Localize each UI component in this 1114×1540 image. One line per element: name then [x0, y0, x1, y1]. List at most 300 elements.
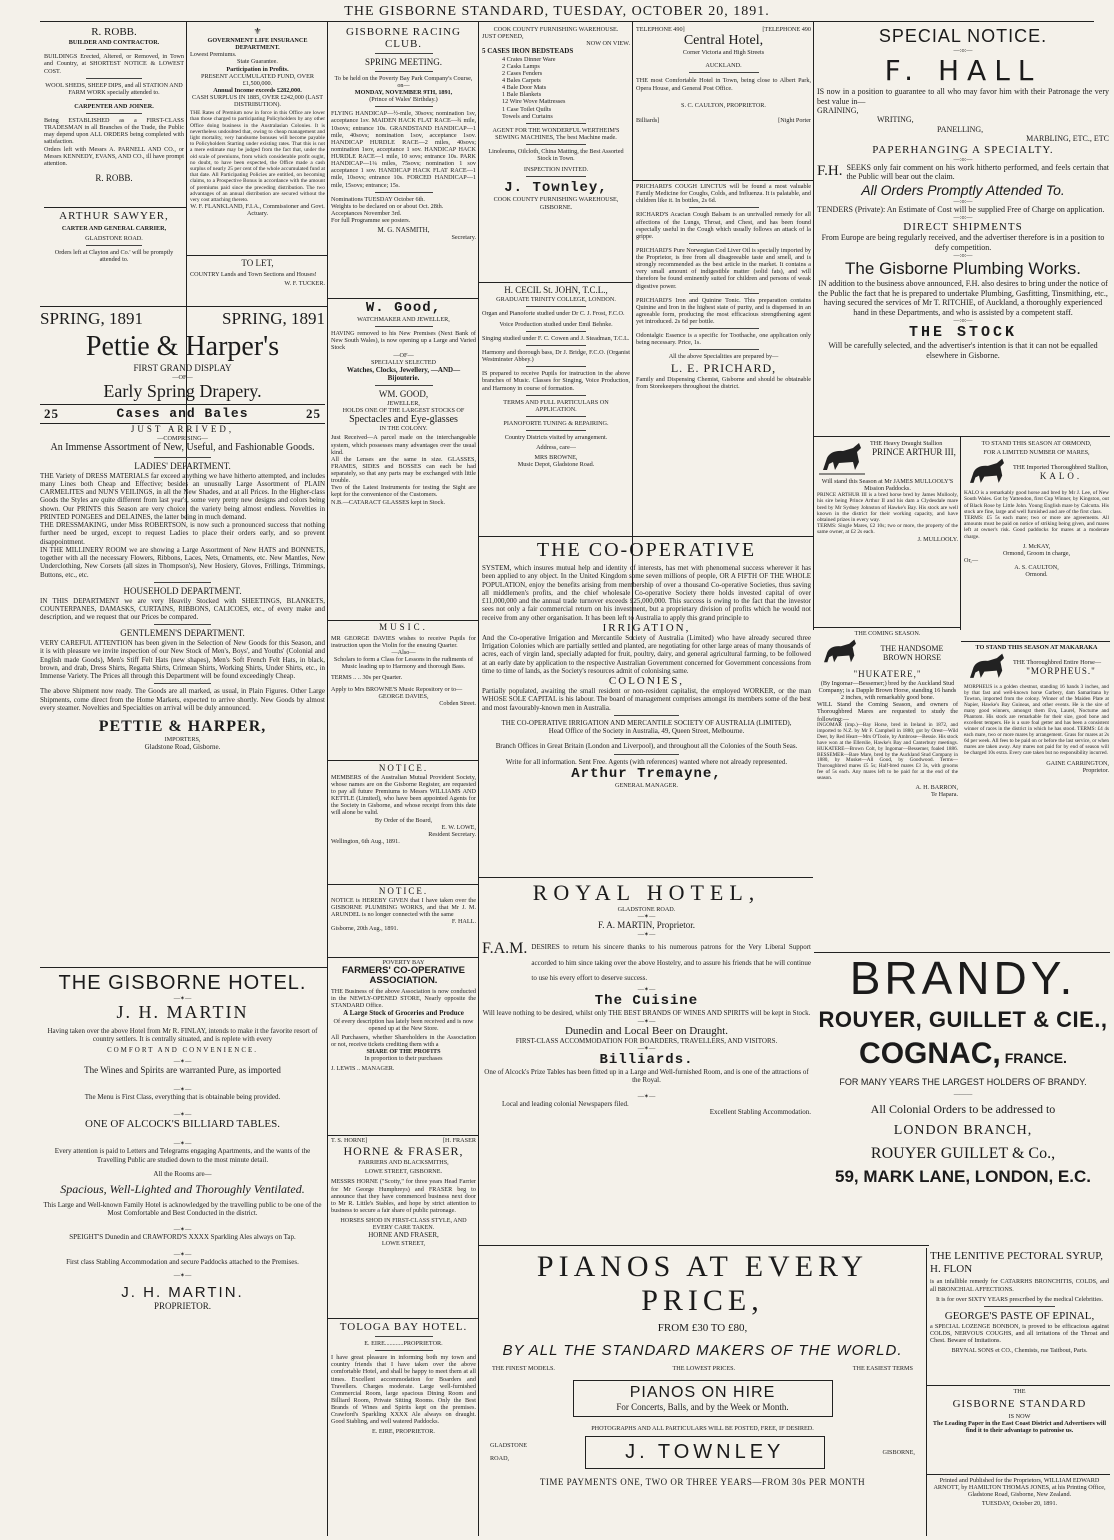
divider-star-icon-10: —✶— — [637, 931, 656, 939]
racing-weights: Weights to be declared on or about Oct. 28th. — [331, 202, 444, 210]
robb-trade: BUILDER AND CONTRACTOR. — [68, 39, 160, 47]
coop-furn-ad — [482, 26, 630, 281]
divider-star-icon-3: —✶— — [173, 1085, 192, 1093]
lenitive-sixty: It is for over SIXTY YEARS prescribed by the medical Celebrities. — [935, 1295, 1104, 1303]
kalo-head-row — [964, 456, 1109, 490]
horne-ad — [331, 1137, 476, 1317]
coop-furn-title: COOK COUNTY FURNISHING WAREHOUSE. — [493, 26, 619, 33]
royal-title: ROYAL HOTEL, — [532, 880, 761, 905]
special-marbling: MARBLING, ETC., ETC — [1026, 134, 1109, 144]
prichard-role: Family and Dispensing Chemist, Gisborne and should be obtainable from Storekeepers throughout the district. — [636, 375, 811, 390]
pettie-season-left: SPRING, 1891 — [40, 309, 143, 328]
cooperative-ad — [482, 539, 811, 874]
central-tel-left: TELEPHONE 490] — [636, 26, 685, 33]
pettie-arrived: JUST ARRIVED, — [130, 423, 235, 434]
good-ad — [331, 300, 476, 618]
central-name: Central Hotel, — [683, 33, 764, 49]
list-item: 2 Cases Fenders — [502, 69, 543, 77]
music-addr: Cobden Street. — [439, 699, 476, 707]
pianos-lowest: THE LOWEST PRICES. — [672, 1365, 736, 1372]
tologa-body: I have great pleasure in informing both my town and country friends that I have taken over the above comfortable Hotel, and shall be happy to meet them at all times. Excellent accommodation for Boarders and Travellers. Charges moderate. Large well-furnished Commercial Room, large spacious Dining Room and Billiard Room, Private Sitting Rooms. Only the Best Brands of Wines and Spirits kept on the premises. Crawford's Sparkling XXXX Ale always on draught. Good Stabling, and well watered Paddocks. — [331, 1354, 476, 1426]
divider-star-icon-11: —✶— — [637, 986, 656, 994]
horne-sign: HORNE AND FRASER, — [368, 1231, 439, 1240]
brandy-france: FRANCE. — [1004, 1050, 1067, 1066]
horne-street: LOWE STREET, — [381, 1239, 426, 1247]
prince-sign: J. MULLOOLY. — [917, 535, 958, 543]
morpheus-body: MORPHEUS is a golden chestnut, standing 16 hands 3 inches, and by that fast and well-known horse Garbery, dam Samaritana by Towton, imported from the colony. Winner of the Maiden Plate at Napier, Hawke's Bay Guineas, and other events. He is the sire of many good winners, amongst them Eva, Laurel, Nocturne and Phantom. His stock are remarkable for their size, good bone and excellent tempers. He is a sure foal getter and has been a consistent winner of races in the district in which he has stood. TERMS: £4 4s each mare, two or more mares by arrangement. Grass for mares at 2s 6d per week. All fees to be paid on or before the last service, or when mares are taken away. Any mares not paid for by end of season will be charged 10s extra. Every care taken but no responsibility incurred. — [964, 684, 1109, 756]
prichard-odont: Odontalgic Essence is a specific for Toothache, one application only being necessary. Price, 1s. — [636, 332, 811, 347]
cooperative-write: Write for all information. Sent Free. Agents (with references) wanted where not already represented. — [505, 757, 788, 766]
provident-role: Resident Secretary. — [428, 830, 476, 838]
pianos-ad — [482, 1250, 923, 1537]
special-works-body: IN addition to the business above announced, F.H. also desires to bring under the notice of the Public the fact that he is prepared to undertake Plumbing, Gasfitting, Tinsmithing, etc., having secured the services of Mr T. RITCHIE, of Auckland, a thoroughly experienced hand in these Departments, and who is assisted by a competent staff. — [818, 279, 1108, 317]
racing-role: Secretary. — [451, 234, 476, 242]
hotel-prop: PROPRIETOR. — [153, 1300, 212, 1311]
horne-body: MESSRS HORNE ("Scotty," for three years Head Farrier for Mr George Humphreys) and FRASER beg to announce that they have commenced business next door to Mr R. Little's Stables, and hope by strict attention to business to secure a fair share of public patronage. — [331, 1178, 476, 1214]
royal-addr: GLADSTONE ROAD. — [617, 906, 676, 913]
robb-line4: Being ESTABLISHED as a FIRST-CLASS TRADESMAN in all Branches of the Trade, the Public may depend upon ALL ORDERS being completed with satisfaction. — [44, 117, 184, 146]
divider-star-icon-19: —:o:— — [953, 252, 973, 260]
racing-body: To be held on the Poverty Bay Park Company's Course, on— — [334, 74, 473, 89]
cooperative-society: THE CO-OPERATIVE IRRIGATION AND MERCANTILE SOCIETY OF AUSTRALIA (LIMITED), — [501, 718, 792, 727]
cecil-country: Country Districts visited by arrangement. — [504, 434, 608, 442]
hotel-ales: SPEIGHT'S Dunedin and CRAWFORD'S XXXX Sparkling Ales always on Tap. — [69, 1232, 296, 1241]
cecil-voice: Voice Production studied under Emil Behnke. — [499, 320, 613, 328]
kalo-ad — [964, 440, 1109, 640]
robb-sign: R. ROBB. — [95, 172, 133, 183]
robb-line3: CARPENTER AND JOINER. — [74, 102, 154, 110]
cecil-depot: Music Depot, Gladstone Road. — [517, 461, 595, 469]
pianos-sign-row — [482, 1436, 923, 1469]
pettie-ladies-body: THE Variety of DRESS MATERIALS far exceed anything we have hitherto attempted, and includes many Lines both Cheap and Effective; besides an unusually Large Assortment of PLAIN CARMELITES and NUN'S VEILINGS, in all the New Shades, and at all Prices. In the Higher-class Goods the Styles are quite different from last year's, some very pretty new designs and colors being shown. Our PRINTS this Season are very choice, the variety being almost endless. Novelties in PRINTED PONGEES and DELAINES, the latter being in much demand. — [40, 471, 325, 521]
brandy-cognac: COGNAC, — [859, 1037, 1001, 1070]
central-billiards: Billiards] — [636, 116, 660, 124]
royal-billiards-body: One of Alcock's Prize Tables has been fitted up in a Large and Well-furnished Room, and is one of the attractions of the Royal. — [484, 1068, 809, 1085]
farmers-desc: Of every description has lately been received and is now opened up at the New Store. — [333, 1017, 474, 1032]
pianos-addr — [490, 1442, 527, 1462]
hotel-stabling: First class Stabling Accommodation and secure Paddocks attached to the Premises. — [66, 1258, 299, 1267]
cecil-address: Address, care— — [536, 444, 576, 452]
royal-body: DESIRES to return his sincere thanks to his numerous patrons for the Very Liberal Support accorded to him since taking over the above Hostelry, and to assure his friends that he will continue to use his every effort to deserve success. — [531, 943, 811, 982]
plumbing-notice-date: Gisborne, 20th Aug., 1891. — [331, 925, 399, 933]
cecil-browne: MRS BROWNE, — [534, 454, 578, 462]
central-tel-right: [TELEPHONE 490 — [762, 26, 811, 33]
hukatere-titles — [866, 644, 958, 662]
music-body: MR GEORGE DAVIES wishes to receive Pupils for instruction upon the Violin for the ensuing Quarter. — [331, 634, 476, 649]
farmers-ad — [331, 959, 476, 1134]
robb-ad — [44, 26, 184, 206]
brandy-addr: 59, MARK LANE, LONDON, E.C. — [835, 1167, 1091, 1187]
good-lenses: All the Lenses are the same in size. GLASSES, FRAMES, SIDES and BOSSES can each be had separately, so that any parts may be exchanged with little trouble. — [331, 455, 476, 485]
insurance-ad — [190, 26, 325, 251]
cooperative-role: GENERAL MANAGER. — [614, 781, 679, 789]
royal-fam-row — [482, 940, 811, 986]
horse-icon-3 — [964, 456, 1010, 490]
prince-ad — [817, 440, 958, 625]
prichard-ad — [636, 183, 811, 533]
racing-title: GISBORNE RACING CLUB. — [346, 26, 461, 50]
racing-full: For full Programme see posters. — [331, 217, 411, 225]
brandy-branch: LONDON BRANCH, — [893, 1123, 1033, 1139]
divider-star-icon-13: —✶— — [637, 1045, 656, 1053]
insurance-l1: Lowest Premiums. — [190, 51, 237, 59]
special-graining: GRAINING, — [817, 106, 859, 115]
insurance-title: GOVERNMENT LIFE INSURANCE DEPARTMENT. — [207, 37, 308, 52]
cooperative-office: Head Office of the Society in Australia, 49, Queen Street, Melbourne. — [548, 727, 745, 735]
brandy-holders: FOR MANY YEARS THE LARGEST HOLDERS OF BRANDY. — [839, 1077, 1087, 1087]
pianos-finest: THE FINEST MODELS. — [492, 1365, 555, 1372]
pianos-hire-sub: For Concerts, Balls, and by the Week or Month. — [616, 1402, 789, 1413]
insurance-l3: Participation in Profits. — [226, 65, 289, 73]
horne-trade: FARRIERS AND BLACKSMITHS, — [358, 1159, 449, 1167]
divider-star-icon-18: —:o:— — [953, 214, 973, 222]
music-ad — [331, 622, 476, 758]
cooperative-body3: Partially populated, awaiting the small resident or non-resident capitalist, the employed WORKER, or the man WHOSE SOLE CAPITAL is his labour. The board of management comprises amongst its members some of the best and most favourably-known men in Australia. — [482, 687, 811, 712]
racing-meeting: SPRING MEETING. — [364, 57, 442, 67]
coop-furn-sign: J. Townley, — [504, 180, 608, 197]
prichard-iron: PRICHARD'S Iron and Quinine Tonic. This preparation contains Quinine and Iron in the highest state of purity, and is dispensed in an agreeable form, producing the most efficacious strengthening agent yet introduced. 2s 6d per bottle. — [636, 296, 811, 325]
kalo-title: TO STAND THIS SEASON AT ORMOND, — [981, 440, 1092, 447]
kalo-name: KALO. — [1039, 471, 1083, 482]
special-stock: THE STOCK — [908, 324, 1017, 342]
good-holds: HOLDS ONE OF THE LARGEST STOCKS OF — [342, 407, 465, 415]
special-ad — [817, 26, 1109, 434]
cecil-name: H. CECIL St. JOHN, T.C.L., — [504, 285, 608, 295]
good-patent: Just Received—A parcel made on the interchangeable system, which possesses many advantages over the usual kind. — [331, 434, 476, 456]
morpheus-intro: THE Thoroughbred Entire Horse— — [1013, 659, 1102, 667]
pettie-house-head: HOUSEHOLD DEPARTMENT. — [123, 585, 242, 596]
sawyer-name: ARTHUR SAWYER, — [59, 210, 169, 222]
horne-top-row — [331, 1137, 476, 1144]
special-name: F. HALL — [884, 54, 1042, 88]
divider-star-icon-9: —✶— — [637, 913, 656, 921]
coop-furn-agent: AGENT FOR THE WONDERFUL WERTHEIM'S SEWING MACHINES, The best Machine made. — [492, 126, 620, 141]
prince-stand: Will stand this Season at Mr JAMES MULLOOLY'S Mission Paddocks. — [821, 478, 954, 493]
pianos-gisborne: GISBORNE, — [882, 1448, 915, 1456]
prince-brown: BROWN HORSE — [882, 653, 941, 663]
coop-furn-opened: JUST OPENED, — [482, 33, 524, 41]
imprint-body: Printed and Published for the Proprietors, WILLIAM EDWARD ARNOTT, by HAMILTON THOMAS JONES, at his Printing Office, Gladstone Road, Gisborne, New Zealand. — [933, 1477, 1106, 1499]
seal-icon: ⚜ — [253, 26, 262, 36]
list-item: 2 Casks Lamps — [502, 62, 540, 70]
pianos-hire-box — [573, 1380, 833, 1417]
prince-intro: THE Heavy Draught Stallion — [870, 440, 943, 447]
kalo-caulton: A. S. CAULTON, — [1014, 564, 1059, 572]
pettie-sign: PETTIE & HARPER, — [98, 718, 267, 736]
special-fh: F.H. — [817, 162, 843, 179]
farmers-title1: POVERTY BAY — [382, 959, 425, 966]
racing-prince: (Prince of Wales' Birthday.) — [369, 96, 438, 104]
hotel-large: This Large and Well-known Family Hotel is acknowledged by the travelling public to be one of the Most Comfortable and Best Conducted in the district. — [43, 1201, 322, 1218]
divider-star-icon-6: —✶— — [173, 1225, 192, 1233]
kalo-body: KALO is a remarkably good horse and bred by Mr J. Lee, of New South Wales. Got by Yattendon, first Cup Winner, by Kingston, out of Black Rose by Little John. Young English mare by Calcutta. His stock are fine, large and well furnished and are of the first class. — [964, 490, 1109, 515]
good-body: HAVING removed to his New Premises (Next Bank of New South Wales), is now opening up a Large and Varied Stock — [331, 330, 476, 352]
divider-star-icon-14: —✶— — [637, 1092, 656, 1100]
music-title: MUSIC. — [379, 622, 428, 632]
masthead — [0, 2, 1114, 20]
royal-cuisine: The Cuisine — [594, 993, 699, 1010]
lenitive-body: is an infallible remedy for CATARRHS BRONCHITIS, COLDS, and all BRONCHIAL AFFECTIONS. — [930, 1278, 1109, 1293]
tologa-ad — [331, 1321, 476, 1537]
plumbing-notice-ad — [331, 886, 476, 956]
hotel-sign: J. H. MARTIN. — [121, 1283, 244, 1301]
coop-furn-cases: 5 CASES IRON BEDSTEADS — [482, 47, 574, 56]
brandy-sign: ROUYER GUILLET & Co., — [870, 1145, 1056, 1163]
tolet-ad — [190, 258, 325, 303]
prince-will: WILL Stand the Coming Season, and owners of Thoroughbred Mares are requested to study the following:— — [817, 701, 958, 723]
hotel-ad — [40, 972, 325, 1537]
cooperative-body2: And the Co-operative Irrigation and Mercantile Society of Australia (Limited) who have already secured three Irrigation Colonies which are partially settled and planted, are negotiating for other large areas of many thousands of acres, each of virgin land, specially adapted for fruit, poultry, dairy, and general agricultural farming, to be followed at an early date by application to the respective Australian Government concerned for Government concessions from time to time of lands, as the Society's resources admit of colonising same. — [482, 633, 811, 675]
pettie-season-row — [40, 309, 325, 329]
horne-top-left: T. S. HORNE] — [331, 1137, 368, 1144]
racing-ad — [331, 26, 476, 296]
kalo-titles — [1013, 464, 1109, 482]
central-body: THE most Comfortable Hotel in Town, being close to Albert Park, Opera House, and General Post Office. — [636, 77, 811, 92]
tolet-body: COUNTRY Lands and Town Sections and Houses! — [190, 270, 317, 278]
robb-line5: Orders left with Messrs A. PARNELL AND CO., or Messrs KENNEDY, EVANS, AND CO., ill have prompt attention. — [44, 145, 184, 167]
farmers-title2: FARMERS' CO-OPERATIVE ASSOCIATION. — [342, 965, 465, 987]
good-or: —OF— — [393, 351, 414, 359]
music-apply: Apply to Mrs BROWNE'S Music Repository or to— — [331, 685, 463, 693]
lenitive-bryn: BRYNAL SONS et CO., Chemists, rue Taitbout, Paris. — [951, 1347, 1088, 1355]
hotel-name: THE GISBORNE HOTEL. — [58, 972, 307, 994]
horne-shod: HORSES SHOD IN FIRST-CLASS STYLE, AND EVERY CARE TAKEN. — [340, 1217, 467, 1232]
horse-icon-4 — [964, 651, 1010, 685]
cecil-organ: Organ and Pianoforte studied under Dr C. J. Frost, F.C.O. — [482, 309, 625, 317]
brandy-maker: ROUYER, GUILLET & CIE., — [818, 1007, 1108, 1032]
insurance-l4: PRESENT ACCUMULATED FUND, OVER £1,500,000. — [201, 72, 314, 87]
sawyer-note: Orders left at Clayton and Co.' will be promptly attended to. — [54, 249, 174, 264]
good-selected: SPECIALLY SELECTED — [371, 358, 436, 366]
pettie-of: —OF— — [172, 373, 193, 381]
hotel-comfort: COMFORT AND CONVENIENCE. — [106, 1045, 259, 1054]
pettie-gent-head: GENTLEMEN'S DEPARTMENT. — [120, 628, 245, 639]
hotel-spacious: Spacious, Well-Lighted and Thoroughly Ventilated. — [60, 1182, 305, 1197]
racing-date: MONDAY, NOVEMBER 9TH, 1891, — [354, 89, 453, 97]
coop-furn-invite: INSPECTION INVITED. — [523, 166, 589, 174]
standard-ad — [930, 1388, 1109, 1473]
royal-prop: F. A. MARTIN, Proprietor. — [598, 920, 695, 931]
cecil-grad: GRADUATE TRINITY COLLEGE, LONDON. — [496, 295, 616, 303]
royal-stabling: Excellent Stabling Accommodation. — [709, 1108, 811, 1117]
royal-papers: Local and leading colonial Newspapers filed. — [502, 1099, 629, 1108]
pianos-makers: BY ALL THE STANDARD MAKERS OF THE WORLD. — [502, 1342, 903, 1359]
prince-pedigree: (By Ingomar—Bessemer;) bred by the Auckland Stud Company; is a Dapple Brown Horse, standing 16 hands 2 inches, with remarkably good bone. — [818, 679, 957, 702]
insurance-l2: State Guarantee. — [237, 58, 278, 66]
royal-ad — [482, 880, 811, 1242]
good-sign: WM. GOOD, — [378, 389, 429, 400]
pettie-comprising: —COMPRISING— — [157, 434, 208, 442]
royal-fam: F.A.M. — [482, 940, 528, 958]
pianos-range: FROM £30 TO £80, — [657, 1322, 748, 1334]
hukatere-head-row — [817, 637, 958, 669]
kalo-addr: Ormond, Groom in charge, — [1002, 550, 1071, 557]
pianos-road: ROAD, — [490, 1455, 510, 1463]
pettie-cases-row — [40, 404, 325, 424]
kalo-ormond: Ormond. — [1025, 571, 1048, 579]
hotel-billiard: ONE OF ALCOCK'S BILLIARD TABLES. — [85, 1118, 280, 1131]
standard-body: The Leading Paper in the East Coast District and Advertisers will find it to their advantage to patronise us. — [932, 1420, 1107, 1435]
sawyer-trade: CARTER AND GENERAL CARRIER, — [61, 225, 167, 232]
pettie-ad — [40, 309, 325, 964]
morpheus-head-row — [964, 651, 1109, 685]
standard-the: THE — [1013, 1388, 1026, 1395]
insurance-l6: CASH SURPLUS IN 1885, OVER £242,000 (LAST DISTRIBUTION). — [192, 94, 323, 109]
pianos-terms-row — [482, 1365, 923, 1372]
standard-now: IS NOW — [1008, 1413, 1031, 1421]
hukatere-ad — [817, 630, 958, 950]
provident-title: NOTICE. — [378, 763, 429, 773]
prince-body: PRINCE ARTHUR III is a bred horse bred by James Mullooly, his sire being Prince Arthur II and his dam a Clydesdale mare bred by Mr Sydney Johnston of Hawke's Bay. His stock are well known in the district for their working capacity, and have obtained prizes in every way. — [817, 492, 958, 524]
pettie-ladies-head: LADIES' DEPARTMENT. — [134, 460, 231, 471]
racing-nominations: Nominations TUESDAY October 6th. — [331, 195, 425, 203]
cecil-tuning: PIANOFORTE TUNING & REPAIRING. — [503, 419, 609, 427]
morpheus-name: "MORPHEUS." — [1026, 666, 1096, 677]
farmers-body: THE Business of the above Association is now conducted in the NEWLY-OPENED STORE, Nearly opposite the STANDARD Office. — [331, 988, 476, 1010]
pettie-gent-body: VERY CAREFUL ATTENTION has been given in the Selection of New Goods for this Season, and it is with pleasure we invite inspection of our New Stock of Men's, Boys', and Youths' (Colonial and English made Goods), Men's Stiff Felt Hats (new shapes), Men's Soft French Felt Hats, in black, brown, and drab, Dress Shirts, Regatta Shirts, Crimean Shirts, Working Shirts, Under Shirts, etc., in Immense Variety. The Prices all through this Department will be found exceedingly Cheap. — [40, 639, 325, 681]
pettie-cases-num-left: 25 — [44, 405, 59, 421]
morpheus-titles — [1013, 659, 1109, 677]
divider-star-icon-12: —✶— — [637, 1017, 656, 1025]
central-night: [Night Porter — [778, 116, 811, 124]
music-terms: TERMS .. .. 30s per Quarter. — [331, 674, 403, 682]
prince-hukatere: "HUKATERE," — [853, 669, 922, 680]
good-sign2: JEWELLER, — [387, 400, 420, 408]
pianos-title: PIANOS AT EVERY PRICE, — [536, 1250, 869, 1317]
hotel-intro: Having taken over the above Hotel from Mr R. FINLAY, intends to make it the favorite resort of country settlers. It is centrally situated, and is replete with every — [47, 1027, 318, 1044]
racing-races: FLYING HANDICAP—½-mile, 30sovs; nomination 1sv, acceptance 1sv. MAIDEN HACK FLAT RACE—¾ mile, 10sovs; entrance 10s. GRANDSTAND HANDICAP—1 mile, 40sovs; nomination 1sov, acceptance 1sov. HANDICAP HURDLE RACE—2 miles, 40sovs; nomination 1sov, acceptance 1 sov. HANDICAP HACK HURDLE RACE—1 mile, 10 sovs; entrance 10s. PARK HANDICAP—1¼ miles, 75sovs; nomination 1 sov acceptance 1 sov. HANDICAP HACK FLAT RACE—1 mile, 10sovs; entrance 10s. FORCED HANDICAP—1 mile, 15sovs; entrance; 15s. — [331, 110, 476, 189]
kalo-terms: TERMS: £5 5s each mare; two or more are agreements. All amounts must be paid on notice of striking being given, and mares left at owner's risk. Good paddocks for mares at a moderate charge. — [964, 515, 1109, 540]
divider-star-icon-4: —✶— — [173, 1111, 192, 1119]
divider-star-icon-20: —:o:— — [953, 317, 973, 325]
special-direct-body: From Europe are being regularly received, and the advertiser therefore is in a position to defy competition. — [821, 233, 1105, 252]
pianos-gladstone: GLADSTONE — [490, 1442, 528, 1450]
racing-sign: M. G. NASMITH, — [377, 226, 430, 235]
special-title: SPECIAL NOTICE. — [878, 26, 1048, 46]
prichard-cough: PRICHARD'S COUGH LINCTUS will be found a most valuable Family Medicine for Coughs, Colds, and Influenza. It is palatable, and children like it. In bottles, 2s 6d. — [636, 183, 811, 205]
morpheus-role: Proprietor. — [1082, 766, 1109, 774]
horne-addr: LOWE STREET, GISBORNE. — [364, 1168, 443, 1176]
pettie-assort: An Immense Assortment of New, Useful, and Fashionable Goods. — [50, 441, 315, 453]
cecil-terms: TERMS AND FULL PARTICULARS ON APPLICATION. — [503, 398, 609, 413]
divider-star-icon-2: —✶— — [173, 1057, 192, 1065]
divider-star-icon-5: —✶— — [173, 1140, 192, 1148]
music-also: —Also— — [391, 649, 416, 657]
pettie-ship-body: The above Shipment now ready. The Goods are all marked, as usual, in Plain Figures. Other Large Shipments, come direct from the Home Markets, expected to arrive shortly. New Goods by almost every steamer. Novelties and Specialties on arrival will be duly announced. — [40, 687, 325, 712]
cooperative-branch: Branch Offices in Great Britain (London and Liverpool), and throughout all the Colonies of the South Seas. — [495, 742, 798, 751]
lenitive-george: GEORGE'S PASTE OF EPINAL, — [944, 1309, 1095, 1322]
brandy-cognac-row — [817, 1037, 1109, 1071]
sawyer-ad — [44, 210, 184, 300]
provident-order: By Order of the Board, — [374, 816, 433, 824]
cooperative-body: SYSTEM, which insures mutual help and identity of interests, has met with phenomenal success wherever it has been applied to any object. In the United Kingdom some seven millions of people, OR A FIFTH OF THE WHOLE POPULATION, enjoy the benefits arising from membership of over a thousand Co-operative Societies, thus saving all middlemen's profits, and the chief wholesale Co-operative Society there holds invested capital of over £11,000,000 and the annual trade turnover exceeds £25,000,000. This success is owing to the fact that the investor sees not only a fair commercial return on his investment, but a proprietary division of profits which he would not receive from any other organisation. It has been left to Australia to apply this grand principle to — [482, 564, 811, 622]
plumbing-notice-body: NOTICE is HEREBY GIVEN that I have taken over the GISBORNE PLUMBING WORKS, and that Mr J. M. ARUNDEL is no longer connected with the same — [331, 896, 476, 919]
tologa-title: TOLOGA BAY HOTEL. — [339, 1321, 468, 1333]
hotel-owner: J. H. MARTIN — [116, 1002, 249, 1023]
royal-beer: Dunedin and Local Beer on Draught. — [564, 1024, 729, 1037]
prince-name: PRINCE ARTHUR III, — [872, 447, 956, 458]
insurance-body: THE Rates of Premium now in force in this Office are lower than those charged to participating Policyholders by any other Office doing business in the Australasian Colonies. It is nevertheless undoubted that, owing to cheap management and light mortality, very handsome bonuses will become payable to Policyholders Starting under existing rates. That this is not a mere estimate may be judged from the fact that, under the old scale of premiums, from which considerable profit ought, no doubt, to have been expected, the Office made a cash surplus of nearly 25 per cent of the whole accumulated fund at that date. All Participating Policies are entitled, on becoming claims, to a Prospective Bonus in accordance with the amount of premiums paid since the preceding distribution. The two advantages of an annual distribution are secured without the very cost attaching thereto. — [190, 110, 325, 204]
good-cataract: N.B.—CATARACT GLASSES kept in Stock. — [331, 498, 446, 506]
farmers-share: SHARE OF THE PROFITS — [366, 1048, 441, 1056]
prince-barron: A. H. BARRON, — [915, 784, 958, 792]
pettie-importers: IMPORTERS, — [164, 736, 201, 744]
good-colony: IN THE COLONY. — [379, 425, 428, 433]
cecil-prepared: IS prepared to receive Pupils for instruction in the above branches of Music. Classes for Singing, Voice Production, and Harmony in course of formation. — [482, 370, 630, 392]
prince-head-row — [817, 440, 958, 478]
farmers-prop: In proportion to their purchases — [364, 1055, 443, 1063]
morpheus-title: TO STAND THIS SEASON AT MAKARAKA — [975, 644, 1098, 651]
cooperative-irrigation: IRRIGATION, — [602, 621, 691, 634]
royal-accom: FIRST-CLASS ACCOMMODATION FOR BOARDERS, TRAVELLERS, AND VISITORS. — [515, 1036, 778, 1045]
list-item: 12 Wire Wove Mattresses — [502, 98, 566, 106]
central-sign: S. C. CAULTON, PROPRIETOR. — [681, 101, 766, 109]
racing-accept: Acceptances November 3rd. — [331, 209, 402, 217]
pettie-mill-body: IN THE MILLINERY ROOM we are showing a Large Assortment of New HATS and BONNETS, together with all the necessary Flowers, Ribbons, Laces, Nets, Ornaments, etc. New Mantles, New Underclothing, New Corsets (all sizes in Thompson's), New Hosiery, Gloves, Frillings, Trimmings, Buttons, etc., etc. — [40, 545, 325, 579]
pettie-house-body: IN THIS DEPARTMENT we are very Heavily Stocked with SHEETINGS, BLANKETS, COUNTERPANES, DAMASKS, CURTAINS, RIBBONS, CALICOES, etc., of every make and description, and we request that our Prices be compared. — [40, 596, 325, 622]
hotel-menu: The Menu is First Class, everything that is obtainable being provided. — [84, 1092, 281, 1101]
cecil-ad — [482, 285, 630, 530]
prince-details: INGOMAR (imp.)—Bay Horse, bred in Ireland in 1872, and imported to N.Z. by Mr F. Campbell in 1880; got by Orest—Wild Deer, by Red Heart—Mrs O'Toole, by Ambrose—Bessie. His stock have won at the Ellerslie, Hawke's Bay and Canterbury meetings. HUKATERE—Brown Colt, by Ingomar—Bessemer, foaled 1886. BESSEMER—Bare Mare, bred by the Auckland Stud Company in 1880, by Musket—All Good, by Goodwood. Terms—Thoroughbred mares £5 5s; Half-bred mares £3 3s, with grooms fee of 5s each. Any mares left to be paid for at the end of the season. — [817, 721, 958, 782]
sawyer-addr: GLADSTONE ROAD. — [85, 235, 143, 243]
hotel-wines: The Wines and Spirits are warranted Pure, as imported — [84, 1065, 281, 1075]
divider-star-icon: —✶— — [173, 995, 192, 1002]
coop-furn-sign2: COOK COUNTY FURNISHING WAREHOUSE, GISBORNE. — [493, 196, 619, 211]
central-city: AUCKLAND. — [705, 62, 742, 70]
cecil-singing: Singing studied under F. C. Cowen and J. Steadman, T.C.L. — [482, 334, 630, 342]
farmers-stock: A Large Stock of Groceries and Produce — [343, 1009, 464, 1018]
pettie-addr: Gladstone Road, Gisborne. — [144, 743, 221, 752]
divider-star-icon-7: —✶— — [173, 1251, 192, 1259]
prichard-prepared: All the above Specialities are prepared by— — [668, 353, 779, 361]
kalo-limited: FOR A LIMITED NUMBER OF MARES, — [983, 449, 1090, 457]
central-ad — [636, 26, 811, 176]
imprint — [930, 1477, 1109, 1537]
brandy-ad — [817, 955, 1109, 1243]
pettie-cases-num-right: 25 — [306, 405, 321, 421]
special-paper: PAPERHANGING A SPECIALTY. — [872, 143, 1054, 156]
horse-icon-2 — [817, 637, 863, 669]
provident-sign: E. W. LOWE, — [441, 823, 476, 831]
coop-furn-items — [482, 56, 630, 120]
special-orders: All Orders Promptly Attended To. — [861, 181, 1065, 198]
tolet-title: TO LET, — [241, 258, 274, 268]
morpheus-ad — [964, 644, 1109, 949]
music-sign: GEORGE DAVIES, — [378, 692, 429, 700]
list-item: 1 Case Toilet Quilts — [502, 105, 552, 113]
insurance-sign: W. F. FLANKLAND, F.I.A., Commissioner and Govt. Actuary. — [190, 203, 325, 218]
divider-star-icon-21: ——— — [953, 1091, 973, 1098]
brandy-orders: All Colonial Orders to be addressed to — [870, 1102, 1056, 1117]
prince-hapara: Te Hapara. — [930, 791, 958, 799]
plumbing-notice-sign: F. HALL. — [451, 918, 476, 926]
prichard-sign: L. E. PRICHARD, — [670, 360, 777, 375]
pianos-photos: PHOTOGRAPHS AND ALL PARTICULARS WILL BE POSTED, FREE, IF DESIRED. — [591, 1424, 814, 1432]
kalo-or: Or,— — [964, 557, 979, 565]
provident-ad — [331, 763, 476, 883]
pettie-sub2: Early Spring Drapery. — [103, 380, 262, 401]
robb-line2: WOOL SHEDS, SHEEP DIPS, and all STATION AND FARM WORK specially attended to. — [45, 81, 183, 96]
prichard-balsam: RICHARD'S Acacian Cough Balsam is an unrivalled remedy for all affections of the Lungs, Throat, and Chest, and has been found especially useful in the Cough which usually follows an attack of la grippe. — [636, 211, 811, 240]
special-tenders: TENDERS (Private): An Estimate of Cost will be supplied Free of Charge on application. — [817, 204, 1105, 214]
pianos-time: TIME PAYMENTS ONE, TWO OR THREE YEARS—FROM 30s PER MONTH — [539, 1476, 866, 1487]
list-item: Towels and Curtains — [502, 112, 553, 120]
pettie-cases: Cases and Bales — [116, 405, 249, 421]
lenitive-title: THE LENITIVE PECTORAL SYRUP, H. FLON — [930, 1250, 1103, 1276]
central-tel-row — [636, 26, 811, 33]
pettie-dress-body: THE DRESSMAKING, under Miss ROBERTSON, is now such a pronounced success that nothing further need be urged, except to request Ladies to place their orders early, and so prevent disappointment. — [40, 521, 325, 546]
pettie-season-right: SPRING, 1891 — [222, 309, 325, 328]
